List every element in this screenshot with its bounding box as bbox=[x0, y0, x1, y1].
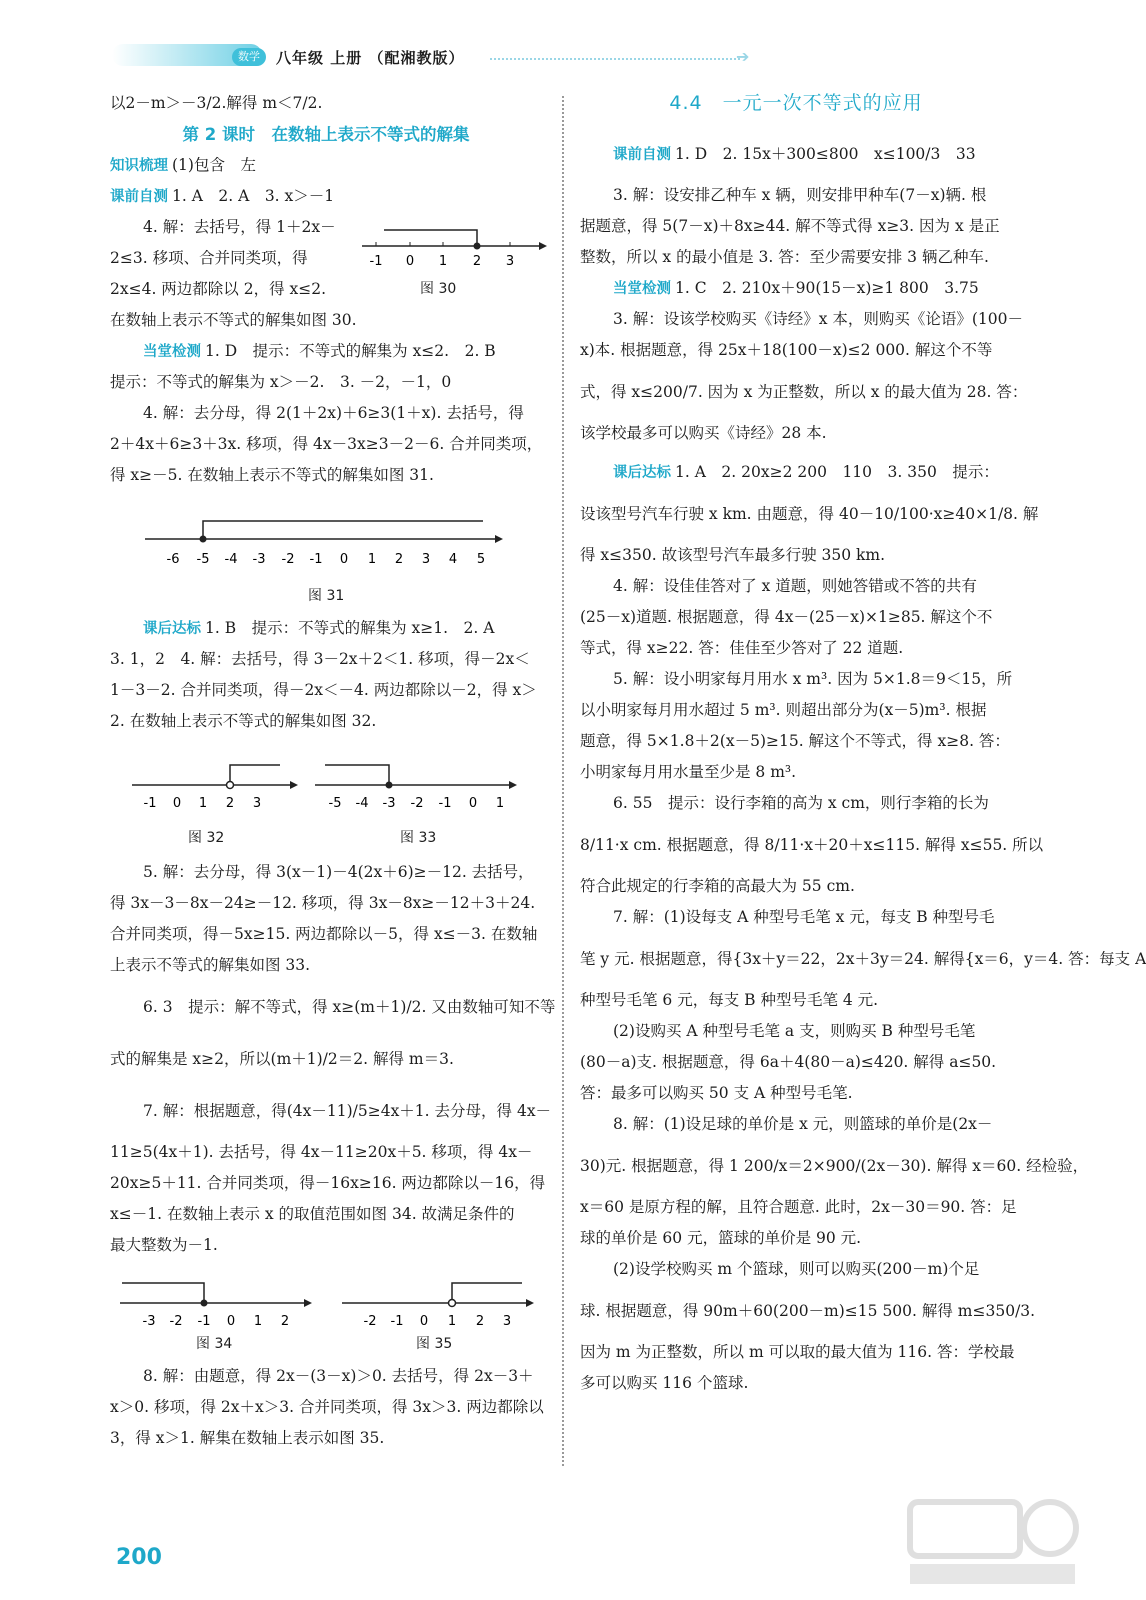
tick-label: -1 bbox=[369, 254, 383, 269]
tick-marks bbox=[143, 1314, 290, 1329]
text-line: 3，得 x＞1. 解集在数轴上表示如图 35. bbox=[110, 1429, 385, 1447]
tick-label: 2 bbox=[475, 1314, 485, 1329]
tick-label: 2 bbox=[472, 254, 482, 269]
figure-caption: 图 34 bbox=[196, 1336, 233, 1352]
text-line: 1. D 2. 15x＋300≤800 x≤100/3 33 bbox=[675, 145, 976, 163]
text-line: 得 x≥－5. 在数轴上表示不等式的解集如图 31. bbox=[110, 466, 434, 484]
watermark-logo bbox=[900, 1490, 1080, 1590]
tick-label: -5 bbox=[196, 552, 210, 567]
watermark-icon bbox=[900, 1490, 1080, 1590]
text-line: 小明家每月用水量至少是 8 m³. bbox=[580, 763, 797, 781]
text-line: 以小明家每月用水超过 5 m³. 则超出部分为(x－5)m³. 根据 bbox=[580, 701, 987, 719]
section-label: 课后达标 bbox=[143, 621, 201, 637]
tick-label: 3 bbox=[421, 552, 431, 567]
text-line: 上表示不等式的解集如图 33. bbox=[110, 956, 311, 974]
figure-caption: 图 31 bbox=[308, 588, 345, 604]
figure-30 bbox=[362, 212, 547, 297]
column-divider bbox=[562, 96, 564, 1466]
text-line: 球. 根据题意，得 90m＋60(200－m)≤15 500. 解得 m≤350/3. bbox=[580, 1302, 1036, 1320]
text-line: 5. 解：设小明家每月用水 x m³. 因为 5×1.8＝9＜15，所 bbox=[613, 670, 1013, 688]
text-line: 7. 解：根据题意，得(4x－11)/5≥4x＋1. 去分母，得 4x－ bbox=[143, 1102, 552, 1120]
tick-marks bbox=[144, 796, 262, 811]
text-line: 答：最多可以购买 50 支 A 种型号毛笔. bbox=[580, 1084, 853, 1102]
tick-label: 3 bbox=[505, 254, 515, 269]
tick-label: 0 bbox=[172, 796, 182, 811]
tick-label: 2 bbox=[394, 552, 404, 567]
text-line: 1. C 2. 210x＋90(15－x)≥1 800 3.75 bbox=[675, 279, 979, 297]
tick-label: 1 bbox=[367, 552, 377, 567]
text-line: 合并同类项，得－5x≥15. 两边都除以－5，得 x≤－3. 在数轴 bbox=[110, 925, 538, 943]
text-line: 因为 m 为正整数，所以 m 可以取的最大值为 116. 答：学校最 bbox=[580, 1343, 1015, 1361]
section-label: 当堂检测 bbox=[613, 281, 671, 297]
text-line: 式，得 x≤200/7. 因为 x 为正整数，所以 x 的最大值为 28. 答： bbox=[580, 383, 1028, 401]
text-line: 2≤3. 移项、合并同类项，得 bbox=[110, 249, 308, 267]
arrow-icon: ➔ bbox=[736, 47, 750, 66]
text-line: 2x≤4. 两边都除以 2，得 x≤2. bbox=[110, 280, 327, 298]
text-line: 3. 解：设安排乙种车 x 辆，则安排甲种车(7－x)辆. 根 bbox=[613, 186, 987, 204]
figure-31 bbox=[110, 497, 542, 605]
text-line: 式的解集是 x≥2，所以(m＋1)/2＝2. 解得 m＝3. bbox=[110, 1050, 454, 1068]
text-line: (80－a)支. 根据题意，得 6a＋4(80－a)≤420. 解得 a≤50. bbox=[580, 1053, 997, 1071]
text-line: 11≥5(4x＋1). 去括号，得 4x－11≥20x＋5. 移项，得 4x－ bbox=[110, 1143, 533, 1161]
text-line: (1)包含 左 bbox=[172, 156, 256, 174]
text-line: 1. A 2. A 3. x＞－1 bbox=[172, 187, 335, 205]
tick-label: -4 bbox=[224, 552, 238, 567]
tick-label: -6 bbox=[166, 552, 180, 567]
text-line: 在数轴上表示不等式的解集如图 30. bbox=[110, 311, 357, 329]
text-line: 2. 在数轴上表示不等式的解集如图 32. bbox=[110, 712, 377, 730]
tick-label: 3 bbox=[502, 1314, 512, 1329]
tick-label: -3 bbox=[382, 796, 396, 811]
text-line: 得 x≤350. 故该型号汽车最多行驶 350 km. bbox=[580, 546, 886, 564]
text-line: 3. 1，2 4. 解：去括号，得 3－2x＋2＜1. 移项，得－2x＜ bbox=[110, 650, 530, 668]
text-line: x)本. 根据题意，得 25x＋18(100－x)≤2 000. 解这个不等 bbox=[580, 341, 993, 359]
text-line: 1. A 2. 20x≥2 200 110 3. 350 提示： bbox=[675, 463, 999, 481]
text-line: 该学校最多可以购买《诗经》28 本. bbox=[580, 424, 827, 442]
text-line: 5. 解：去分母，得 3(x－1)－4(2x＋6)≥－12. 去括号， bbox=[143, 863, 534, 881]
text-line: 8/11·x cm. 根据题意，得 8/11·x＋20＋x≤115. 解得 x≤55. 所以 bbox=[580, 836, 1044, 854]
text-line: 以2－m＞－3/2.解得 m＜7/2. bbox=[110, 94, 323, 112]
number-line-33 bbox=[315, 751, 520, 821]
text-line: 30)元. 根据题意，得 1 200/x＝2×900/(2x－30). 解得 x＝60. 经检验， bbox=[580, 1157, 1089, 1175]
text-line: 多可以购买 116 个篮球. bbox=[580, 1374, 749, 1392]
section-label: 课前自测 bbox=[613, 147, 671, 163]
figure-caption: 图 32 bbox=[188, 830, 225, 846]
tick-label: -2 bbox=[410, 796, 424, 811]
section-label: 课后达标 bbox=[613, 465, 671, 481]
text-line: (2)设学校购买 m 个篮球，则可以购买(200－m)个足 bbox=[613, 1260, 980, 1278]
section-label: 课前自测 bbox=[110, 189, 168, 205]
tick-label: -1 bbox=[438, 796, 452, 811]
tick-label: 1 bbox=[447, 1314, 457, 1329]
subject-badge: 数学 bbox=[232, 48, 266, 66]
book-title: 八年级 上册 （配湘教版） bbox=[276, 49, 465, 67]
text-line: 种型号毛笔 6 元，每支 B 种型号毛笔 4 元. bbox=[580, 991, 879, 1009]
tick-label: 0 bbox=[226, 1314, 236, 1329]
text-line: 3. 解：设该学校购买《诗经》x 本，则购买《论语》(100－ bbox=[613, 310, 1024, 328]
text-line: (25－x)道题. 根据题意，得 4x－(25－x)×1≥85. 解这个不 bbox=[580, 608, 993, 626]
tick-label: 1 bbox=[495, 796, 505, 811]
text-line: 1. D 提示：不等式的解集为 x≤2. 2. B bbox=[205, 342, 496, 360]
tick-label: 4 bbox=[448, 552, 458, 567]
figure-caption: 图 33 bbox=[400, 830, 437, 846]
section-title: 第 2 课时 在数轴上表示不等式的解集 bbox=[182, 125, 470, 144]
text-line: 2＋4x＋6≥3＋3x. 移项，得 4x－3x≥3－2－6. 合并同类项， bbox=[110, 435, 543, 453]
text-line: 20x≥5＋11. 合并同类项，得－16x≥16. 两边都除以－16，得 bbox=[110, 1174, 546, 1192]
text-line: x＞0. 移项，得 2x＋x＞3. 合并同类项，得 3x＞3. 两边都除以 bbox=[110, 1398, 544, 1416]
tick-label: -3 bbox=[142, 1314, 156, 1329]
figures-32-33 bbox=[110, 737, 542, 849]
text-line: 6. 3 提示：解不等式，得 x≥(m＋1)/2. 又由数轴可知不等 bbox=[143, 998, 556, 1016]
section-label: 当堂检测 bbox=[143, 344, 201, 360]
number-line-35 bbox=[342, 1269, 542, 1329]
text-line: 题意，得 5×1.8＋2(x－5)≥15. 解这个不等式，得 x≥8. 答： bbox=[580, 732, 1010, 750]
text-line: x≤－1. 在数轴上表示 x 的取值范围如图 34. 故满足条件的 bbox=[110, 1205, 515, 1223]
figure-caption: 图 30 bbox=[420, 281, 457, 297]
block-with-figure-30 bbox=[110, 212, 542, 305]
text-line: 得 3x－3－8x－24≥－12. 移项，得 3x－8x≥－12＋3＋24. bbox=[110, 894, 536, 912]
text-line: 整数，所以 x 的最小值是 3. 答：至少需要安排 3 辆乙种车. bbox=[580, 248, 989, 266]
tick-marks bbox=[167, 552, 486, 567]
tick-label: 0 bbox=[468, 796, 478, 811]
number-line-34 bbox=[120, 1269, 320, 1329]
tick-label: -1 bbox=[143, 796, 157, 811]
text-line: 笔 y 元. 根据题意，得{3x＋y＝22，2x＋3y＝24. 解得{x＝6，y＝4. 答：每支 A bbox=[580, 950, 1146, 968]
text-line: 1－3－2. 合并同类项，得－2x＜－4. 两边都除以－2，得 x＞ bbox=[110, 681, 537, 699]
tick-label: 1 bbox=[253, 1314, 263, 1329]
text-line: 球的单价是 60 元，篮球的单价是 90 元. bbox=[580, 1229, 862, 1247]
tick-label: -2 bbox=[281, 552, 295, 567]
text-line: 6. 55 提示：设行李箱的高为 x cm，则行李箱的长为 bbox=[613, 794, 989, 812]
tick-label: -2 bbox=[169, 1314, 183, 1329]
number-line-30 bbox=[362, 212, 547, 272]
tick-label: 2 bbox=[225, 796, 235, 811]
left-column bbox=[110, 88, 556, 1454]
text-line: 8. 解：由题意，得 2x－(3－x)＞0. 去括号，得 2x－3＋ bbox=[143, 1367, 534, 1385]
text-line: 7. 解：(1)设每支 A 种型号毛笔 x 元，每支 B 种型号毛 bbox=[613, 908, 995, 926]
text-line: 1. B 提示：不等式的解集为 x≥1. 2. A bbox=[205, 619, 495, 637]
tick-label: -1 bbox=[390, 1314, 404, 1329]
tick-label: -5 bbox=[328, 796, 342, 811]
tick-label: 1 bbox=[438, 254, 448, 269]
text-line: 4. 解：设佳佳答对了 x 道题，则她答错或不答的共有 bbox=[613, 577, 977, 595]
tick-marks bbox=[329, 796, 505, 811]
text-line: 4. 解：去括号，得 1＋2x－ bbox=[143, 218, 336, 236]
tick-label: 2 bbox=[280, 1314, 290, 1329]
tick-label: -4 bbox=[355, 796, 369, 811]
figures-34-35 bbox=[110, 1261, 542, 1361]
section-label: 知识梳理 bbox=[110, 158, 168, 174]
tick-label: -1 bbox=[197, 1314, 211, 1329]
tick-label: 0 bbox=[419, 1314, 429, 1329]
tick-label: -3 bbox=[252, 552, 266, 567]
tick-label: -1 bbox=[309, 552, 323, 567]
text-line: 提示：不等式的解集为 x＞－2. 3. －2，－1，0 bbox=[110, 373, 452, 391]
text-line: 4. 解：去分母，得 2(1＋2x)＋6≥3(1＋x). 去括号，得 bbox=[143, 404, 524, 422]
tick-label: 1 bbox=[198, 796, 208, 811]
number-line-31 bbox=[145, 497, 545, 577]
page-header bbox=[0, 0, 1095, 95]
section-title: 4.4 一元一次不等式的应用 bbox=[669, 92, 923, 114]
number-line-32 bbox=[132, 751, 302, 821]
tick-label: 0 bbox=[405, 254, 415, 269]
text-line: 设该型号汽车行驶 x km. 由题意，得 40－10/100·x≥40×1/8. 解 bbox=[580, 505, 1039, 523]
tick-label: 0 bbox=[339, 552, 349, 567]
tick-marks bbox=[364, 1314, 512, 1329]
header-dotted-line bbox=[490, 58, 740, 60]
text-line: 据题意，得 5(7－x)＋8x≥44. 解不等式得 x≥3. 因为 x 是正 bbox=[580, 217, 1000, 235]
text-line: 8. 解：(1)设足球的单价是 x 元，则篮球的单价是(2x－ bbox=[613, 1115, 993, 1133]
text-line: (2)设购买 A 种型号毛笔 a 支，则购买 B 种型号毛笔 bbox=[613, 1022, 976, 1040]
tick-label: 5 bbox=[476, 552, 486, 567]
tick-label: -2 bbox=[363, 1314, 377, 1329]
text-line: 最大整数为－1. bbox=[110, 1236, 218, 1254]
text-line: 等式，得 x≥22. 答：佳佳至少答对了 22 道题. bbox=[580, 639, 904, 657]
figure-caption: 图 35 bbox=[416, 1336, 453, 1352]
text-line: 符合此规定的行李箱的高最大为 55 cm. bbox=[580, 877, 855, 895]
tick-label: 3 bbox=[252, 796, 262, 811]
right-column bbox=[580, 88, 1146, 1399]
text-line: x＝60 是原方程的解，且符合题意. 此时，2x－30＝90. 答：足 bbox=[580, 1198, 1017, 1216]
page-number: 200 bbox=[116, 1545, 162, 1570]
